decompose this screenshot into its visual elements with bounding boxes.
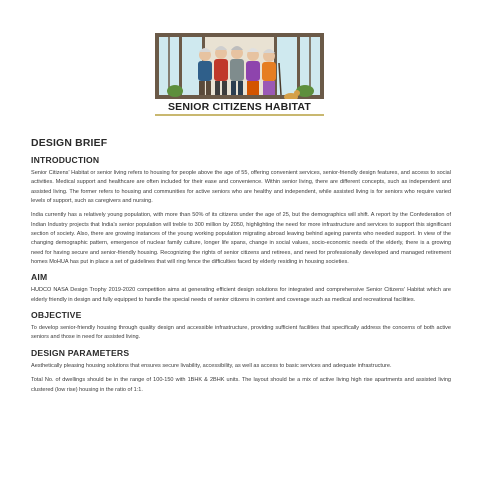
objective-paragraph: To develop senior-friendly housing through quality design and accessible infrastructure, providing sufficient facilities that specifically address the concerns of both active seniors and those in need for assisted living.	[31, 325, 451, 341]
introduction-paragraph-1: Senior Citizens' Habitat or senior living refers to housing for people above the age of 55, offering convenient services, senior-friendly design features, and access to social activities. Medical support and healthcare are often included for their ease and convenience. Within senior living, there are different concepts, such as independent and assisted living. The former refers to housing and communities for active seniors who are healthy and independent, while assisted living is for seniors who require varied levels of support, such as caregivers and nursing.	[31, 170, 451, 205]
objective-heading: OBJECTIVE	[31, 310, 82, 321]
introduction-paragraph-2: India currently has a relatively young population, with more than 50% of its citizens under the age of 25, but the demographics will shift. A report by the Confederation of Indian Industry projects that India's senior population will treble to 300 million by 2050, highlighting the need for more infrastructure and services to support this significant section of society. Also, there are growing instances of the young working population migrating abroad leaving behind ageing parents who needed support. In view of the changing demographic pattern, emergence of nuclear family culture, longer life spans, change in social values, socio-economic needs of the elderly, there is a growing need for having secure and senior-friendly housing. Recognizing the rights of senior citizens and retirees, and need for professionally developed and managed retirement homes MoHUA has put in place a set of guidelines that will ring fence the difficulties faced by elderly residing in housing societies.	[31, 212, 451, 266]
design-brief-heading: DESIGN BRIEF	[31, 138, 108, 149]
aim-heading: AIM	[31, 272, 48, 283]
aim-paragraph: HUDCO NASA Design Trophy 2019-2020 competition aims at generating efficient design solutions for integrated and comprehensive Senior Citizens' Habitat which are elderly friendly in design and fully equipped to handle the special needs of senior citizens in content and coverage such as medical and recreational facilities.	[31, 287, 451, 303]
introduction-heading: INTRODUCTION	[31, 155, 100, 165]
design-parameters-heading: DESIGN PARAMETERS	[31, 347, 130, 358]
banner-title: SENIOR CITIZENS HABITAT	[155, 99, 324, 115]
design-parameters-paragraph-1: Aesthetically pleasing housing solutions that ensures secure livability, accessibility, as well as access to basic services and adequate infrastructure.	[31, 362, 392, 369]
design-parameters-paragraph-2: Total No. of dwellings should be in the range of 100-150 with 1BHK & 2BHK units. The layout should be a mix of active living high rise apartments and assisted living clustered (low rise) housing in the ratio of 1:1.	[31, 377, 451, 393]
person-4-icon	[246, 48, 260, 95]
brief-content	[31, 138, 451, 400]
banner-divider	[155, 114, 324, 116]
